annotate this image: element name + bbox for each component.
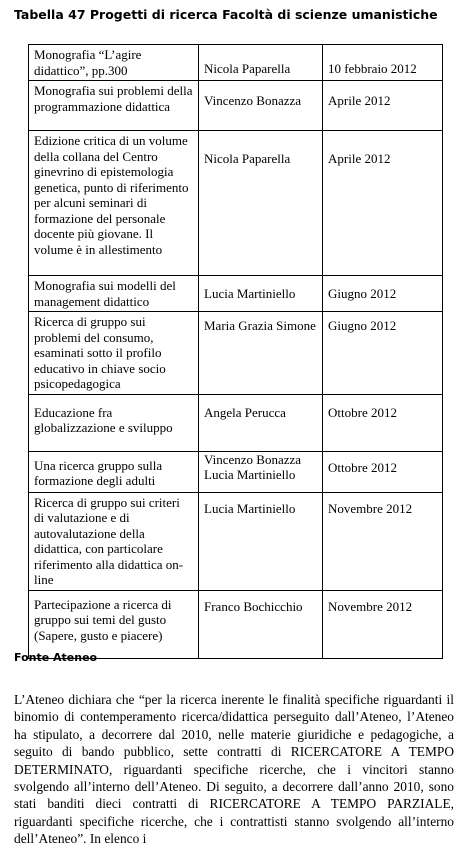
author-cell: Nicola Paparella (199, 45, 323, 81)
author-cell: Maria Grazia Simone (199, 312, 323, 395)
research-projects-table (28, 44, 443, 659)
date-cell: Giugno 2012 (323, 276, 443, 312)
project-cell: Monografia sui problemi della programmazione didattica (29, 81, 199, 131)
author-cell: Franco Bochicchio (199, 590, 323, 658)
project-cell: Educazione fra globalizzazione e sviluppo (29, 394, 199, 451)
table-row (29, 276, 443, 312)
date-cell: Novembre 2012 (323, 590, 443, 658)
date-cell: Novembre 2012 (323, 492, 443, 590)
project-cell: Monografia “L’agire didattico”, pp.300 (29, 45, 199, 81)
table-row (29, 81, 443, 131)
body-paragraph: L’Ateneo dichiara che “per la ricerca inerente le finalità specifiche riguardanti il binomio di contemperamento ricerca/didattica perseguito dall’Ateneo, l’Ateneo ha stipulato, a decorrere dal 2010, nelle materie giuridiche e pedagogiche, a seguito di bando pubblico, sette contratti di RICERCATORE A TEMPO DETERMINATO, riguardanti specifiche ricerche, che i vincitori stanno svolgendo all’interno dell’Ateneo. Di seguito, a decorrere dall’anno 2010, sono stati banditi dieci contratti di RICERCATORE A TEMPO PARZIALE, riguardanti specifiche ricerche, che i contrattisti stanno svolgendo all’interno dell’Ateneo”. In elenco i (14, 692, 454, 847)
author-cell: Nicola Paparella (199, 131, 323, 276)
author-cell: Angela Perucca (199, 394, 323, 451)
project-cell: Ricerca di gruppo sui criteri di valutazione e di autovalutazione della didattica, con particolare riferimento alla didattica on-line (29, 492, 199, 590)
author-cell: Vincenzo Bonazza Lucia Martiniello (199, 451, 323, 492)
project-cell: Monografia sui modelli del management didattico (29, 276, 199, 312)
date-cell: Ottobre 2012 (323, 394, 443, 451)
author-cell: Lucia Martiniello (199, 276, 323, 312)
author-cell: Lucia Martiniello (199, 492, 323, 590)
date-cell: Giugno 2012 (323, 312, 443, 395)
table-row (29, 131, 443, 276)
author-cell: Vincenzo Bonazza (199, 81, 323, 131)
project-cell: Ricerca di gruppo sui problemi del consumo, esaminati sotto il profilo educativo in chiave socio psicopedagogica (29, 312, 199, 395)
date-cell: Aprile 2012 (323, 131, 443, 276)
table-row (29, 45, 443, 81)
project-cell: Edizione critica di un volume della collana del Centro ginevrino di epistemologia genetica, punto di riferimento per alcuni seminari di formazione del personale docente più giovane. Il volume è in allestimento (29, 131, 199, 276)
table-title: Tabella 47 Progetti di ricerca Facoltà di scienze umanistiche (14, 7, 438, 22)
project-cell: Partecipazione a ricerca di gruppo sui temi del gusto (Sapere, gusto e piacere) (29, 590, 199, 658)
date-cell: 10 febbraio 2012 (323, 45, 443, 81)
date-cell: Ottobre 2012 (323, 451, 443, 492)
table-row (29, 312, 443, 395)
table-row (29, 590, 443, 658)
project-cell: Una ricerca gruppo sulla formazione degli adulti (29, 451, 199, 492)
source-label: Fonte Ateneo (14, 651, 98, 664)
table-row (29, 451, 443, 492)
table-row (29, 394, 443, 451)
date-cell: Aprile 2012 (323, 81, 443, 131)
table-row (29, 492, 443, 590)
